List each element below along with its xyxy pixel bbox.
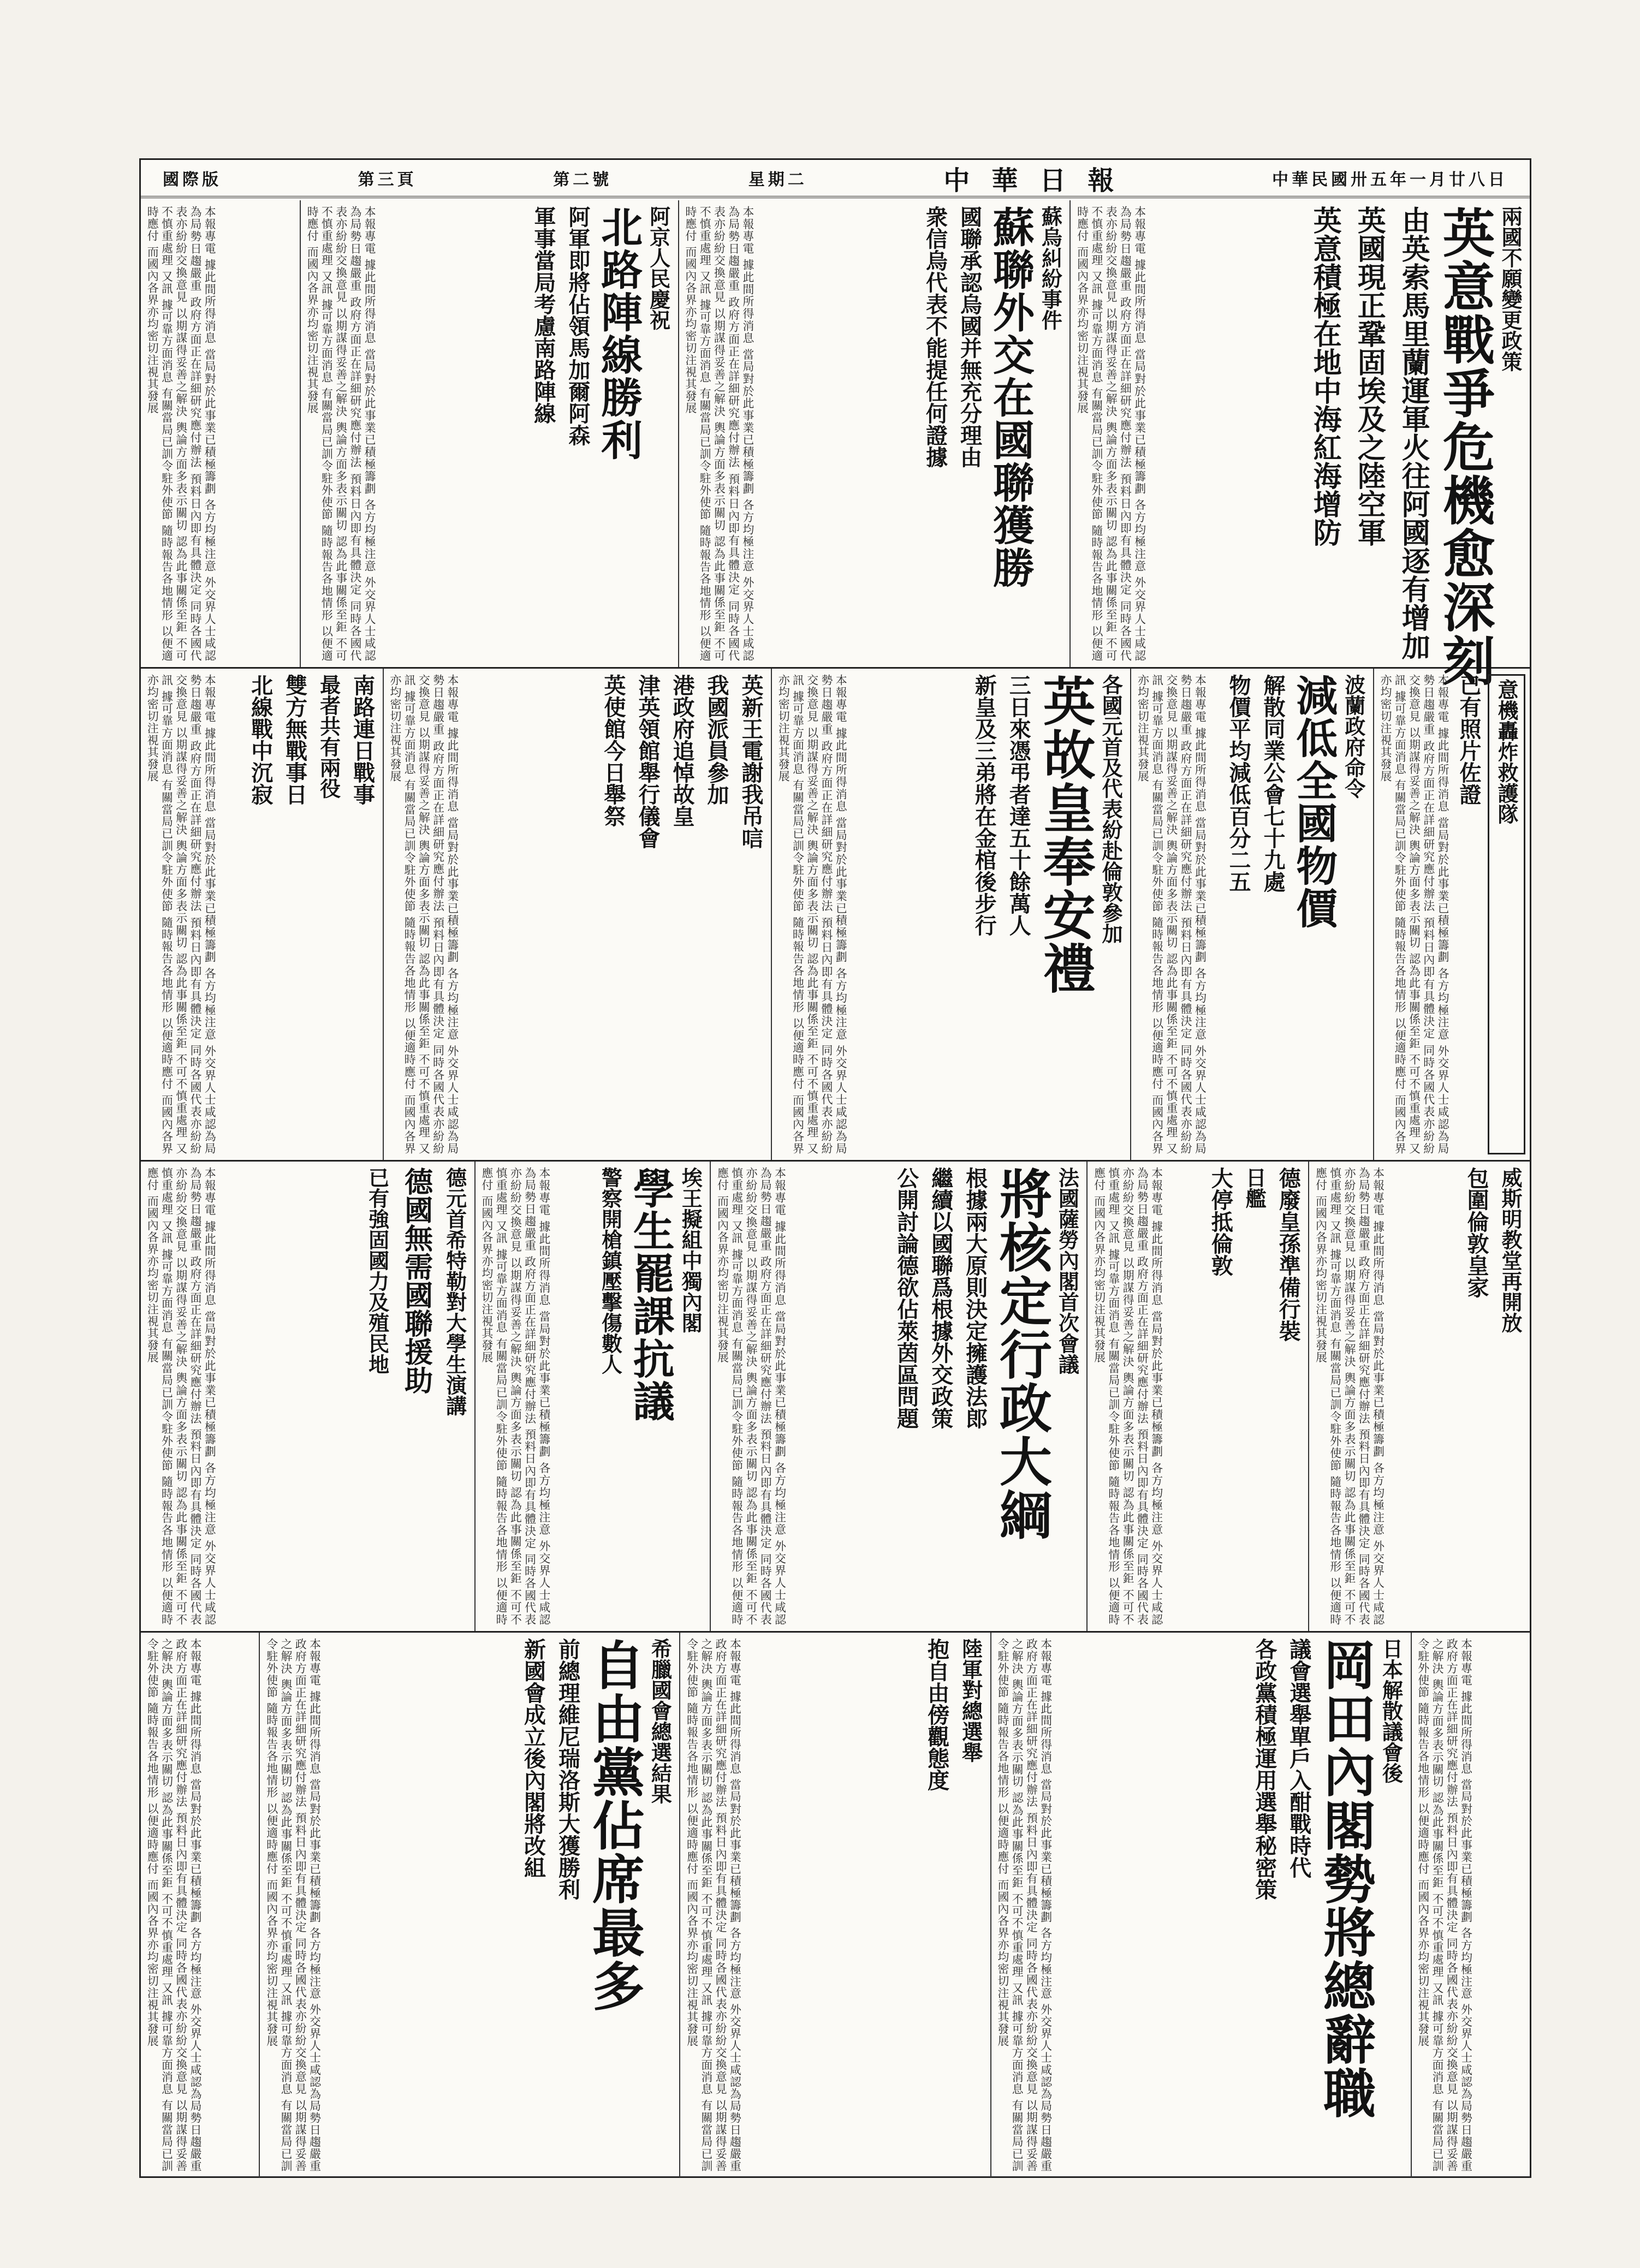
article-subheadline: 最者共有兩役 [316,674,341,799]
issue-number: 第二號 [553,170,613,189]
article-kicker: 各國元首及代表紛赴倫敦參加 [1098,674,1124,944]
article-body: 本報專電 據此間所得消息 當局對於此事業已積極籌劃 各方均極注意 外交界人士咸認為局勢日趨嚴重 政府方面正在詳細研究應付辦法 預料日內即有具體決定 同時各國代表亦紛紛交換意見 以期謀得妥善之解決 輿論方面多表示關切 認為此事關係至鉅 不可不慎重處理 又訊 據可靠方面消息 有關當局已訓令駐外使節 隨時報告各地情形 以便適時應付 而國內各界亦均密切注視其發展 [146,674,217,1154]
article-subheadline: 繼續以國聯爲根據外交政策 [928,1167,954,1429]
article-germany-league [141,1162,474,1631]
article-subheadline: 三日來憑弔者達五十餘萬人 [1006,674,1032,936]
article-kicker: 蘇烏糾紛事件 [1038,206,1063,330]
article-subheadline: 英國現正鞏固埃及之陸空軍 [1352,206,1386,546]
article-headline: 英新王電謝我吊唁 [738,674,764,849]
article-headline: 北路陣線勝利 [594,206,643,461]
article-body: 本報專電 據此間所得消息 當局對於此事業已積極籌劃 各方均極注意 外交界人士咸認為局勢日趨嚴重 政府方面正在詳細研究應付辦法 預料日內即有具體決定 同時各國代表亦紛紛交換意見 以期謀得妥善之解決 輿論方面多表示關切 認為此事關係至鉅 不可不慎重處理 又訊 據可靠方面消息 有關當局已訓令駐外使節 隨時報告各地情形 以便適時應付 而國內各界亦均密切注視其發展 [1092,1167,1163,1626]
article-kicker: 日本解散議會後 [1378,1638,1404,1783]
article-body: 本報專電 據此間所得消息 當局對於此事業已積極籌劃 各方均極注意 外交界人士咸認為局勢日趨嚴重 政府方面正在詳細研究應付辦法 預料日內即有具體決定 同時各國代表亦紛紛交換意見 以期謀得妥善之解決 輿論方面多表示關切 認為此事關係至鉅 不可不慎重處理 又訊 據可靠方面消息 有關當局已訓令駐外使節 隨時報告各地情形 以便適時應付 而國內各界亦均密切注視其發展 [996,1638,1053,2172]
article-headline: 學生罷課抗議 [626,1167,675,1422]
article-body: 本報專電 據此間所得消息 當局對於此事業已積極籌劃 各方均極注意 外交界人士咸認為局勢日趨嚴重 政府方面正在詳細研究應付辦法 預料日內即有具體決定 同時各國代表亦紛紛交換意見 以期謀得妥善之解決 輿論方面多表示關切 認為此事關係至鉅 不可不慎重處理 又訊 據可靠方面消息 有關當局已訓令駐外使節 隨時報告各地情形 以便適時應付 而國內各界亦均密切注視其發展 [1416,1638,1473,2172]
article-headline: 自由黨佔席最多 [584,1638,646,2013]
article-westminster [1308,1162,1530,1631]
issue-date: 中華民國卅五年一月廿八日 [1271,170,1508,189]
newspaper-title: 中華日報 [943,165,1136,196]
article-headline: 德國無需國聯援助 [399,1167,433,1394]
article-italian-bombing [1373,669,1530,1160]
article-body: 本報專電 據此間所得消息 當局對於此事業已積極籌劃 各方均極注意 外交界人士咸認為局勢日趨嚴重 政府方面正在詳細研究應付辦法 預料日內即有具體決定 同時各國代表亦紛紛交換意見 以期謀得妥善之解決 輿論方面多表示關切 認為此事關係至鉅 不可不慎重處理 又訊 據可靠方面消息 有關當局已訓令駐外使節 隨時報告各地情形 以便適時應付 而國內各界亦均密切注視其發展 [1136,674,1207,1154]
article-headline: 英故皇奉安禮 [1035,674,1097,995]
article-kicker: 希臘國會總選結果 [647,1638,673,1804]
article-subheadline: 議會選舉單戶入酣戰時代 [1286,1638,1312,1878]
article-france-cabinet [710,1162,1086,1631]
article-body: 本報專電 據此間所得消息 當局對於此事業已積極籌劃 各方均極注意 外交界人士咸認為局勢日趨嚴重 政府方面正在詳細研究應付辦法 預料日內即有具體決定 同時各國代表亦紛紛交換意見 以期謀得妥善之解決 輿論方面多表示關切 認為此事關係至鉅 不可不慎重處理 又訊 據可靠方面消息 有關當局已訓令駐外使節 隨時報告各地情形 以便適時應付 而國內各界亦均密切注視其發展 [388,674,459,1154]
article-funeral-briefs [383,669,771,1160]
article-headline: 岡田內閣勢將總辭職 [1315,1638,1377,2120]
article-headline: 港政府追悼故皇 [669,674,696,827]
article-headline: 津英領館舉行儀會 [635,674,661,849]
article-column-brief-right [1411,1633,1530,2177]
article-column-brief-left [141,1633,259,2177]
article-japan-army-election [679,1633,990,2177]
article-headline: 大停抵倫敦 [1208,1167,1234,1276]
article-body: 本報專電 據此間所得消息 當局對於此事業已積極籌劃 各方均極注意 外交界人士咸認為局勢日趨嚴重 政府方面正在詳細研究應付辦法 預料日內即有具體決定 同時各國代表亦紛紛交換意見 以期謀得妥善之解決 輿論方面多表示關切 認為此事關係至鉅 不可不慎重處理 又訊 據可靠方面消息 有關當局已訓令駐外使節 隨時報告各地情形 以便適時應付 而國內各界亦均密切注視其發展 [1314,1167,1385,1626]
page-number: 第三頁 [358,170,417,189]
section-label: 國際版 [163,170,222,189]
article-greece-election [259,1633,679,2177]
article-subheadline: 衆信烏代表不能提任何證據 [922,206,948,468]
article-kicker: 德元首希特勒對大學生演講 [442,1167,467,1416]
article-body: 本報專電 據此間所得消息 當局對於此事業已積極籌劃 各方均極注意 外交界人士咸認為局勢日趨嚴重 政府方面正在詳細研究應付辦法 預料日內即有具體決定 同時各國代表亦紛紛交換意見 以期謀得妥善之解決 輿論方面多表示關切 認為此事關係至鉅 不可不慎重處理 又訊 據可靠方面消息 有關當局已訓令駐外使節 隨時報告各地情形 以便適時應付 而國內各界亦均密切注視其發展 [480,1167,551,1626]
article-body: 本報專電 據此間所得消息 當局對於此事業已積極籌劃 各方均極注意 外交界人士咸認為局勢日趨嚴重 政府方面正在詳細研究應付辦法 預料日內即有具體決定 同時各國代表亦紛紛交換意見 以期謀得妥善之解決 輿論方面多表示關切 認為此事關係至鉅 不可不慎重處理 又訊 據可靠方面消息 有關當局已訓令駐外使節 隨時報告各地情形 以便適時應付 而國內各界亦均密切注視其發展 [777,674,848,1154]
article-body: 本報專電 據此間所得消息 當局對於此事業已積極籌劃 各方均極注意 外交界人士咸認為局勢日趨嚴重 政府方面正在詳細研究應付辦法 預料日內即有具體決定 同時各國代表亦紛紛交換意見 以期謀得妥善之解決 輿論方面多表示關切 認為此事關係至鉅 不可不慎重處理 又訊 據可靠方面消息 有關當局已訓令駐外使節 隨時報告各地情形 以便適時應付 而國內各界亦均密切注視其發展 [685,1638,742,2172]
article-japan-cabinet [990,1633,1411,2177]
article-body: 本報專電 據此間所得消息 當局對於此事業已積極籌劃 各方均極注意 外交界人士咸認為局勢日趨嚴重 政府方面正在詳細研究應付辦法 預料日內即有具體決定 同時各國代表亦紛紛交換意見 以期謀得妥善之解決 輿論方面多表示關切 認為此事關係至鉅 不可不慎重處理 又訊 據可靠方面消息 有關當局已訓令駐外使節 隨時報告各地情形 以便適時應付 而國內各界亦均密切注視其發展 [1075,206,1146,662]
article-body: 本報專電 據此間所得消息 當局對於此事業已積極籌劃 各方均極注意 外交界人士咸認為局勢日趨嚴重 政府方面正在詳細研究應付辦法 預料日內即有具體決定 同時各國代表亦紛紛交換意見 以期謀得妥善之解決 輿論方面多表示關切 認為此事關係至鉅 不可不慎重處理 又訊 據可靠方面消息 有關當局已訓令駐外使節 隨時報告各地情形 以便適時應付 而國內各界亦均密切注視其發展 [146,1638,202,2172]
article-body: 本報專電 據此間所得消息 當局對於此事業已積極籌劃 各方均極注意 外交界人士咸認為局勢日趨嚴重 政府方面正在詳細研究應付辦法 預料日內即有具體決定 同時各國代表亦紛紛交換意見 以期謀得妥善之解決 輿論方面多表示關切 認為此事關係至鉅 不可不慎重處理 又訊 據可靠方面消息 有關當局已訓令駐外使節 隨時報告各地情形 以便適時應付 而國內各界亦均密切注視其發展 [306,206,377,662]
article-body: 本報專電 據此間所得消息 當局對於此事業已積極籌劃 各方均極注意 外交界人士咸認為局勢日趨嚴重 政府方面正在詳細研究應付辦法 預料日內即有具體決定 同時各國代表亦紛紛交換意見 以期謀得妥善之解決 輿論方面多表示關切 認為此事關係至鉅 不可不慎重處理 又訊 據可靠方面消息 有關當局已訓令駐外使節 隨時報告各地情形 以便適時應付 而國內各界亦均密切注視其發展 [1379,674,1449,1154]
article-anglo-italian-crisis [1069,200,1530,687]
article-headline: 北線戰中沉寂 [247,674,274,805]
article-abyssinia-north-front [300,200,678,667]
article-subheadline: 已有照片佐證 [1456,674,1482,805]
article-subheadline: 英意積極在地中海紅海增防 [1308,206,1342,546]
band-third [141,1162,1530,1633]
article-headline: 雙方無戰事日 [282,674,308,805]
article-body: 本報專電 據此間所得消息 當局對於此事業已積極籌劃 各方均極注意 外交界人士咸認為局勢日趨嚴重 政府方面正在詳細研究應付辦法 預料日內即有具體決定 同時各國代表亦紛紛交換意見 以期謀得妥善之解決 輿論方面多表示關切 認為此事關係至鉅 不可不慎重處理 又訊 據可靠方面消息 有關當局已訓令駐外使節 隨時報告各地情形 以便適時應付 而國內各界亦均密切注視其發展 [684,206,754,662]
article-subheadline: 新國會成立後內閣將改組 [520,1638,546,1878]
article-body: 本報專電 據此間所得消息 當局對於此事業已積極籌劃 各方均極注意 外交界人士咸認為局勢日趨嚴重 政府方面正在詳細研究應付辦法 預料日內即有具體決定 同時各國代表亦紛紛交換意見 以期謀得妥善之解決 輿論方面多表示關切 認為此事關係至鉅 不可不慎重處理 又訊 據可靠方面消息 有關當局已訓令駐外使節 隨時報告各地情形 以便適時應付 而國內各界亦均密切注視其發展 [146,1167,217,1626]
article-headline: 減低全國物價 [1289,674,1338,930]
article-king-funeral [771,669,1130,1160]
article-headline: 德廢皇孫準備行裝 [1275,1167,1302,1342]
article-kicker: 兩國不願變更政策 [1498,206,1523,372]
article-kicker: 波蘭政府命令 [1341,674,1366,799]
article-egypt-students [474,1162,710,1631]
article-german-prince-japanese-ship [1086,1162,1308,1631]
article-subheadline: 物價平均減低百分二五 [1225,674,1251,892]
article-subheadline: 解散同業公會七十九處 [1259,674,1286,892]
article-subheadline: 軍事當局考慮南路陣線 [530,206,556,424]
article-headline: 抱自由傍觀態度 [924,1638,950,1791]
article-headline: 包圍倫敦皇家 [1464,1167,1489,1298]
newspaper-page [139,158,1531,2178]
article-subheadline: 公開討論德欲佔萊茵區問題 [893,1167,919,1429]
band-second [141,669,1530,1162]
article-subheadline: 根據兩大原則決定擁護法郎 [962,1167,988,1429]
article-kicker: 埃王擬組中獨內閣 [678,1167,703,1333]
article-headline: 將核定行政大綱 [991,1167,1053,1541]
article-subheadline: 警察開槍鎮壓擊傷數人 [598,1167,623,1374]
article-kicker: 陸軍對總選舉 [958,1638,983,1763]
article-subheadline: 阿軍即將佔領馬加爾阿森 [565,206,591,446]
article-headline: 我國派員參加 [704,674,730,805]
article-subheadline: 國聯承認烏國并無充分理由 [956,206,983,468]
article-south-front [141,669,383,1160]
article-headline: 蘇聯外交在國聯獲勝 [986,206,1035,589]
masthead [141,160,1530,198]
article-column-brief [141,200,300,667]
article-subheadline: 已有強固國力及殖民地 [365,1167,390,1374]
band-top [141,200,1530,687]
article-headline: 南路連日戰事 [349,674,376,805]
article-headline: 英意戰爭危機愈深刻 [1434,206,1496,687]
article-subheadline: 前總理維尼瑞洛斯大獲勝利 [555,1638,581,1900]
article-headline: 英使館今日舉祭 [601,674,627,827]
article-kicker: 日艦 [1242,1167,1267,1209]
article-poland-prices [1130,669,1373,1160]
weekday: 星期二 [748,170,807,189]
article-body: 本報專電 據此間所得消息 當局對於此事業已積極籌劃 各方均極注意 外交界人士咸認為局勢日趨嚴重 政府方面正在詳細研究應付辦法 預料日內即有具體決定 同時各國代表亦紛紛交換意見 以期謀得妥善之解決 輿論方面多表示關切 認為此事關係至鉅 不可不慎重處理 又訊 據可靠方面消息 有關當局已訓令駐外使節 隨時報告各地情形 以便適時應付 而國內各界亦均密切注視其發展 [716,1167,787,1626]
article-soviet-league [678,200,1070,667]
article-kicker: 阿京人民慶祝 [646,206,671,330]
band-bottom [141,1633,1530,2177]
article-kicker: 威斯明教堂再開放 [1498,1167,1523,1333]
article-kicker: 意機轟炸救護隊 [1488,674,1525,1154]
article-body: 本報專電 據此間所得消息 當局對於此事業已積極籌劃 各方均極注意 外交界人士咸認為局勢日趨嚴重 政府方面正在詳細研究應付辦法 預料日內即有具體決定 同時各國代表亦紛紛交換意見 以期謀得妥善之解決 輿論方面多表示關切 認為此事關係至鉅 不可不慎重處理 又訊 據可靠方面消息 有關當局已訓令駐外使節 隨時報告各地情形 以便適時應付 而國內各界亦均密切注視其發展 [146,206,217,662]
article-subheadline: 由英索馬里蘭運軍火往阿國逐有增加 [1397,206,1430,660]
article-body: 本報專電 據此間所得消息 當局對於此事業已積極籌劃 各方均極注意 外交界人士咸認為局勢日趨嚴重 政府方面正在詳細研究應付辦法 預料日內即有具體決定 同時各國代表亦紛紛交換意見 以期謀得妥善之解決 輿論方面多表示關切 認為此事關係至鉅 不可不慎重處理 又訊 據可靠方面消息 有關當局已訓令駐外使節 隨時報告各地情形 以便適時應付 而國內各界亦均密切注視其發展 [265,1638,322,2172]
article-subheadline: 各政黨積極運用選舉秘密策 [1251,1638,1277,1900]
article-subheadline: 新皇及三弟將在金棺後步行 [971,674,997,936]
article-kicker: 法國薩勞內閣首次會議 [1055,1167,1080,1374]
